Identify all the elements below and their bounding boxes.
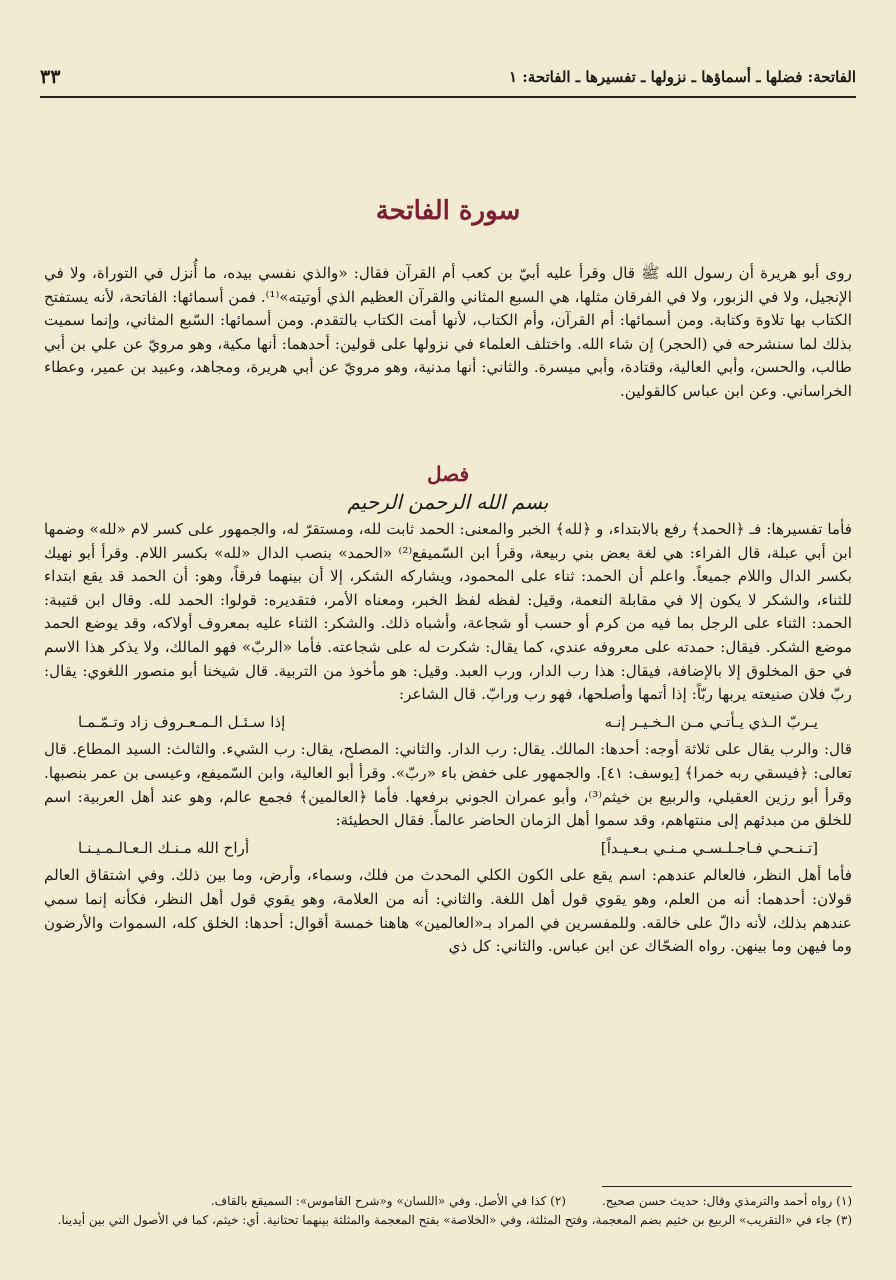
footnote-3: (٣) جاء في «التقريب» الربيع بن خثيم بضم المعجمة، وفتح المثلثة، وفي «الخلاصة» بفتح المعجمة والمثلثة بينهما تحتانية. أي: خيثم، كما في الأصول التي بين أيدينا. xyxy=(57,1213,852,1227)
basmala: بسم الله الرحمن الرحيم xyxy=(347,490,549,514)
verse-second-hemistich: أراح الله مـنـك الـعـالـمـيـنـا xyxy=(78,838,250,857)
verse-second-hemistich: إذا سـئـل الـمـعـروف زاد وتـمّـمـا xyxy=(78,712,286,731)
tafsir-paragraph: فأما تفسيرها: فـ ﴿الحمد﴾ رفع بالابتداء، و ﴿لله﴾ الخبر والمعنى: الحمد ثابت لله، ومستقرّ له، والجمهور على كسر لام «لله» وضمها ابن أبي عبلة، قال الفراء: هي لغة بعض بني ربيعة، وقرأ ابن السّميفع⁽²⁾ «الحمد» بنصب الدال «لله» بكسر اللام. وقرأ أبو نهيك بكسر الدال واللام جميعاً. واعلم أن الحمد: ثناء على المحمود، ويشاركه الشكر، إلا أن بينهما فرقاً، وهو: أن الحمد قد يقع ابتداء للثناء، والشكر لا يكون إلا في مقابلة النعمة، وقيل: لفظه لفظ الخبر، ومعناه الأمر، فتقديره: قولوا: الحمد لله. وقال ابن قتيبة: الحمد: الثناء على الرجل بما فيه من كرم أو حسب أو شجاعة، وأشباه ذلك. والشكر: الثناء عليه بمعروف أولاكه، وقد يوضع الحمد موضع الشكر. فيقال: حمدته على معروفه عندي، كما يقال: شكرت له على شجاعته. فأما «الربّ» فهو المالك، ولا يذكر هذا الاسم في حق المخلوق إلا بالإضافة، فيقال: هذا رب الدار، ورب العبد. وقيل: هو مأخوذ من التربية. قال شيخنا أبو منصور اللغوي: يقال: ربّ فلان صنيعته يربها ربّاً: إذا أتمها وأصلحها، فهو رب ورابّ. قال الشاعر: xyxy=(44,520,853,704)
section-heading: فصل xyxy=(426,462,470,486)
footnote-1: (١) رواه أحمد والترمذي وقال: حديث حسن صحيح. xyxy=(601,1194,852,1208)
surah-title: سورة الفاتحة xyxy=(375,196,521,226)
tafsir-section xyxy=(44,518,852,959)
footnote-row xyxy=(44,1192,852,1211)
verse-first-hemistich: [تـنـحـي فـاجـلـسـي مـنـي بـعـيـداً] xyxy=(600,838,818,857)
intro-paragraph: روى أبو هريرة أن رسول الله ﷺ قال وقرأ عليه أبيّ بن كعب أم القرآن فقال: «والذي نفسي بيده، ما أُنزل في التوراة، ولا في الإنجيل، ولا في الزبور، ولا في الفرقان مثلها، هي السبع المثاني والقرآن العظيم الذي أوتيته»⁽¹⁾. فمن أسمائها: الفاتحة، لأنه يستفتح الكتاب بها تلاوة وكتابة. ومن أسمائها: أم القرآن، وأم الكتاب، لأنها أمت الكتاب بالتقدم. ومن أسمائها: السّبع المثاني، وإنما سميت بذلك لما سنشرحه في (الحجر) إن شاء الله. واختلف العلماء في نزولها على قولين: أحدهما: أنها مكية، وهو مرويّ عن علي بن أبي طالب، والحسن، وأبي العالية، وقتادة، وأبي ميسرة. والثاني: أنها مدنية، وهو مرويّ عن أبي هريرة، ومجاهد، وعبيد بن عمير، وعطاء الخراساني. وعن ابن عباس كالقولين. xyxy=(44,264,852,400)
header-rule xyxy=(40,96,856,98)
poetry-verse xyxy=(44,711,852,735)
verse-first-hemistich: يـربّ الـذي يـأتـي مـن الـخـيـر إنـه xyxy=(604,712,818,731)
poetry-verse xyxy=(44,837,852,861)
footnote-2: (٢) كذا في الأصل. وفي «اللسان» و«شرح القاموس»: السميقع بالقاف. xyxy=(210,1194,566,1208)
footnote-rule xyxy=(602,1186,852,1187)
page-header xyxy=(40,60,856,94)
page-number: ٣٣ xyxy=(40,66,61,88)
footnotes xyxy=(44,1192,852,1230)
tafsir-paragraph: فأما أهل النظر، فالعالم عندهم: اسم يقع على الكون الكلي المحدث من فلك، وسماء، وأرض، وما بين ذلك. وفي اشتقاق العالم قولان: أحدهما: أنه من العلم، وهو يقوي قول أهل اللغة. والثاني: أنه من العلامة، وهو يقوي قول أهل النظر، فكأنه إنما سمي عندهم بذلك، لأنه دالّ على خالقه. وللمفسرين في المراد بـ«العالمين» هاهنا خمسة أقوال: أحدها: الخلق كله، السموات والأرضون وما فيهن وما بينهن. رواه الضحّاك عن ابن عباس. والثاني: كل ذي xyxy=(44,866,852,956)
tafsir-paragraph: قال: والرب يقال على ثلاثة أوجه: أحدها: المالك. يقال: رب الدار. والثاني: المصلح، يقال: رب الشيء. والثالث: السيد المطاع. قال تعالى: ﴿فيسقي ربه خمرا﴾ [يوسف: ٤١]. والجمهور على خفض باء «ربّ». وقرأ أبو العالية، وابن السّميفع، وعيسى بن عمر بنصبها. وقرأ أبو رزين العقيلي، والربيع بن خيثم⁽³⁾، وأبو عمران الجوني برفعها. فأما ﴿العالمين﴾ فجمع عالم، وهو عند أهل العربية: اسم للخلق من مبدئهم إلى منتهاهم، وقد سموا أهل الزمان الحاضر عالماً. فقال الحطيئة: xyxy=(44,740,852,830)
running-title: الفاتحة: فضلها ـ أسماؤها ـ نزولها ـ تفسيرها ـ الفاتحة: ١ xyxy=(508,68,856,86)
intro-section xyxy=(44,262,852,404)
